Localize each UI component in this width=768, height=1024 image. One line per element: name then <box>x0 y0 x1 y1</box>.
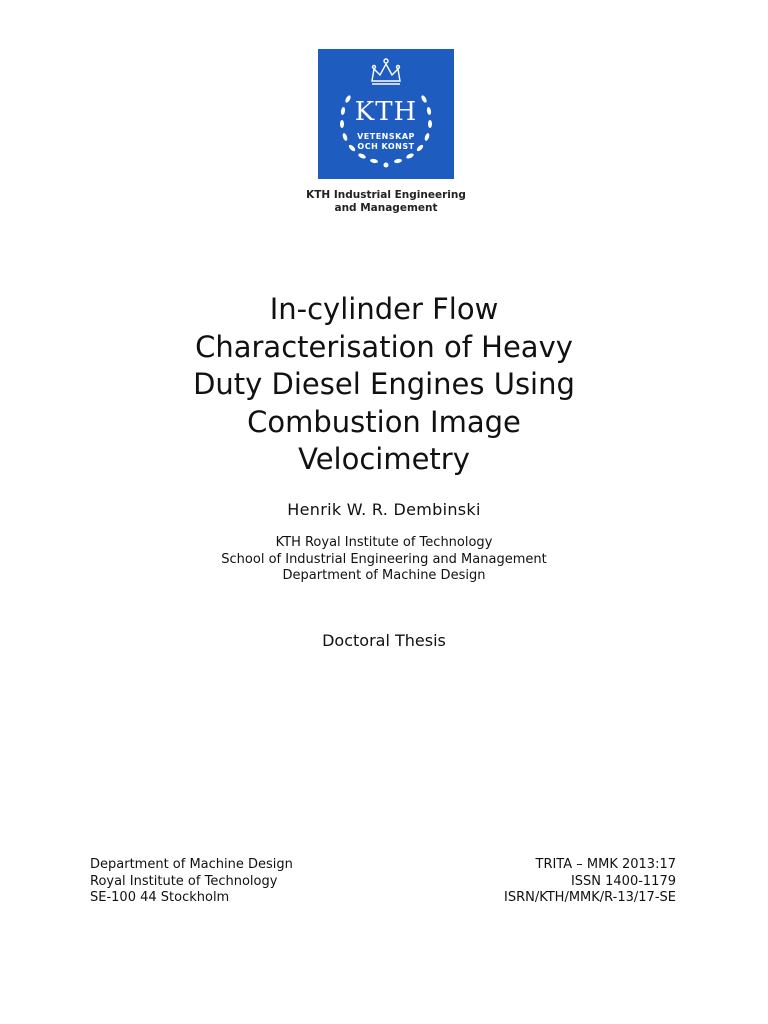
footer-identifiers <box>376 857 676 907</box>
title-line: Characterisation of Heavy <box>195 329 573 364</box>
footer-address <box>90 857 390 907</box>
affiliation-line: Department of Machine Design <box>282 568 486 583</box>
thesis-title <box>84 291 684 479</box>
title-line: Duty Diesel Engines Using <box>193 367 575 401</box>
footer-address-line: Royal Institute of Technology <box>90 873 278 889</box>
footer-identifier-line: ISSN 1400-1179 <box>570 873 676 889</box>
thesis-type: Doctoral Thesis <box>322 631 446 650</box>
logo-motto-line1: VETENSKAP <box>357 132 415 141</box>
org-caption <box>262 189 510 215</box>
title-line: In-cylinder Flow <box>269 292 499 326</box>
affiliation <box>84 535 684 585</box>
affiliation-line: KTH Royal Institute of Technology <box>275 535 493 550</box>
org-caption-line: and Management <box>334 202 438 214</box>
title-line: Combustion Image <box>247 404 521 439</box>
footer-address-line: Department of Machine Design <box>90 857 293 872</box>
footer-identifier-line: ISRN/KTH/MMK/R-13/17-SE <box>504 890 676 905</box>
footer-identifier-line: TRITA – MMK 2013:17 <box>535 857 676 872</box>
logo-motto-line2: OCH KONST <box>357 142 415 151</box>
footer-address-line: SE-100 44 Stockholm <box>90 890 230 905</box>
title-line: Velocimetry <box>298 442 470 476</box>
logo-kth-text: KTH <box>354 97 418 127</box>
kth-logo <box>318 49 454 179</box>
author-name: Henrik W. R. Dembinski <box>287 500 481 519</box>
affiliation-line: School of Industrial Engineering and Management <box>221 551 547 567</box>
org-caption-line: KTH Industrial Engineering <box>306 189 466 201</box>
